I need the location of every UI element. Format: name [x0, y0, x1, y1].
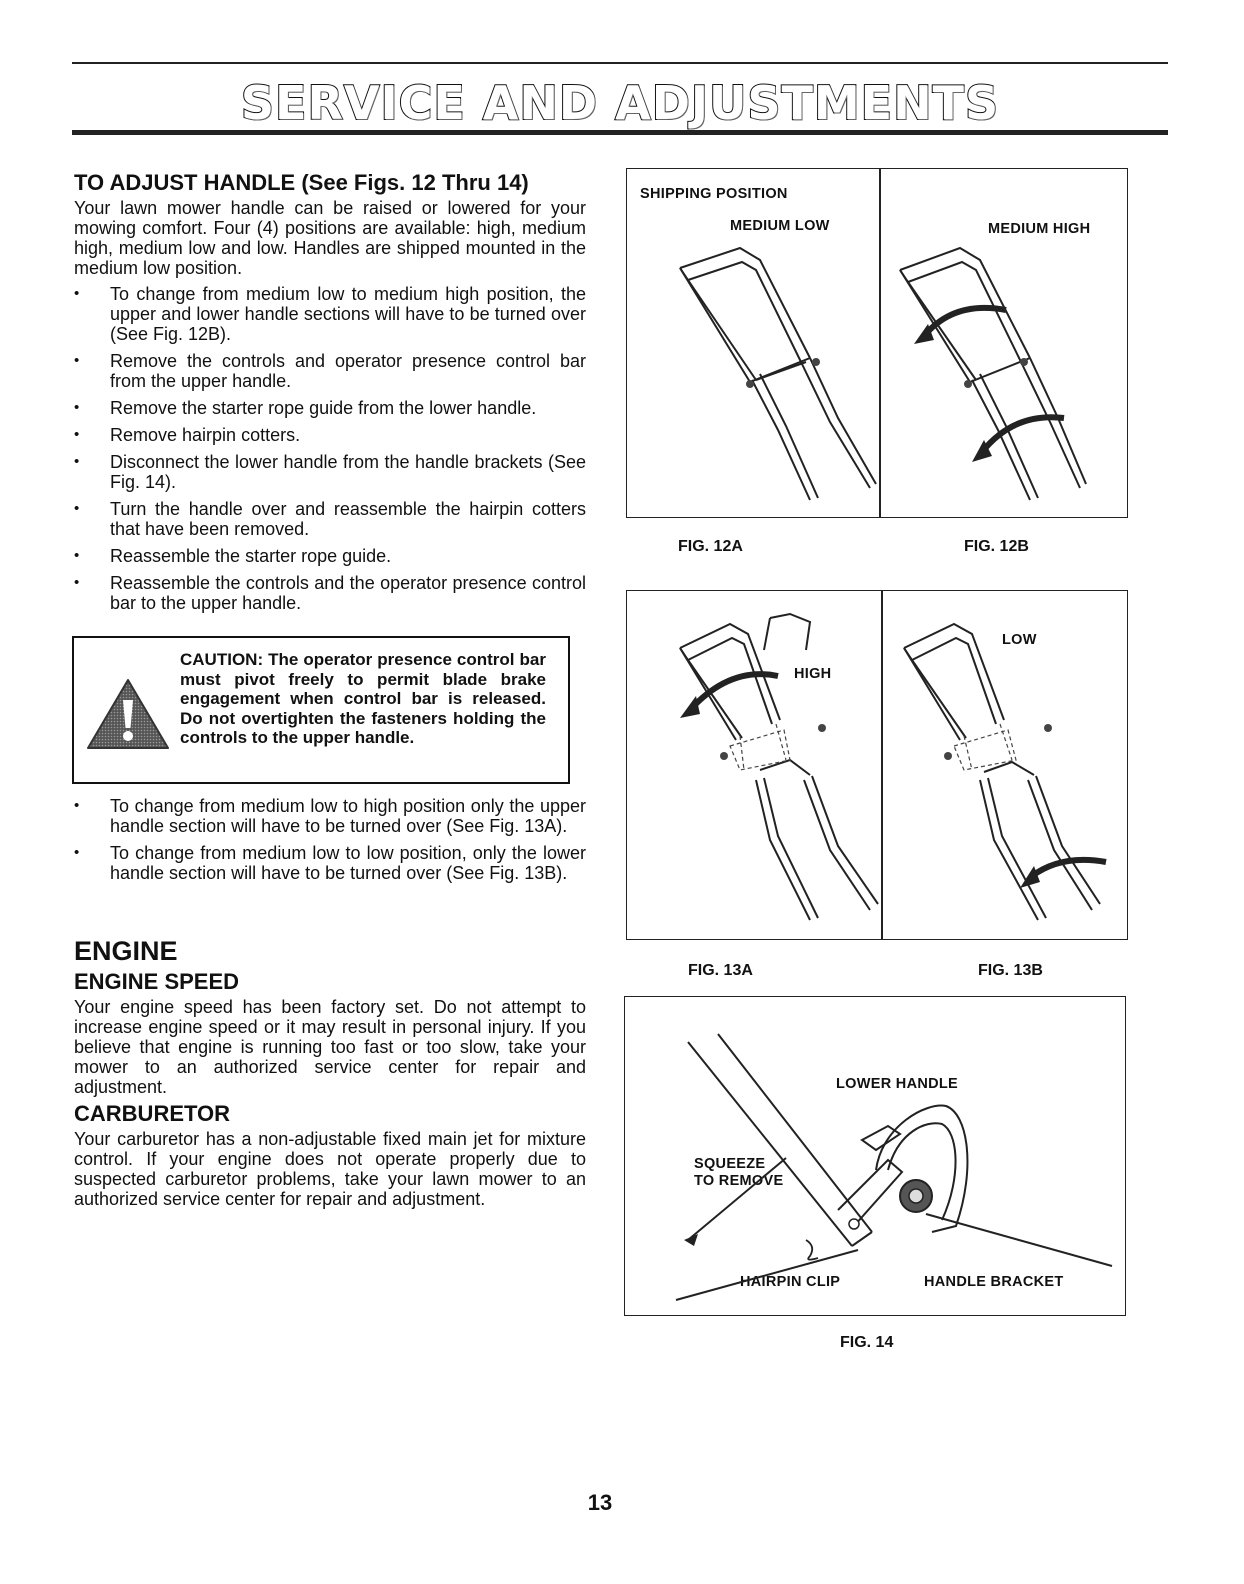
- caution-box: [72, 636, 570, 784]
- adjust-more-list: [74, 796, 586, 883]
- lower-handle-label: LOWER HANDLE: [836, 1076, 959, 1092]
- engine-heading: ENGINE: [74, 936, 178, 966]
- adjust-handle-section: [74, 170, 586, 620]
- top-rule-thin: [72, 62, 1168, 64]
- fig-12b-handle-drawing: [884, 240, 1094, 510]
- carburetor-heading: CARBURETOR: [74, 1101, 231, 1126]
- list-item: • Remove the controls and operator presence control bar from the upper handle.: [74, 351, 586, 391]
- adjust-handle-heading: TO ADJUST HANDLE (See Figs. 12 Thru 14): [74, 170, 529, 195]
- handle-bracket-label: HANDLE BRACKET: [924, 1274, 1064, 1290]
- engine-speed-heading: ENGINE SPEED: [74, 969, 240, 994]
- list-item: • Remove hairpin cotters.: [74, 425, 586, 445]
- fig-14-caption: FIG. 14: [840, 1334, 894, 1351]
- list-item: • Turn the handle over and reassemble the hairpin cotters that have been removed.: [74, 499, 586, 539]
- fig-13a-handle-drawing: [660, 610, 878, 930]
- squeeze-label-line2: TO REMOVE: [694, 1173, 784, 1189]
- list-item: • Disconnect the lower handle from the handle brackets (See Fig. 14).: [74, 452, 586, 492]
- adjust-handle-more: [74, 796, 586, 890]
- high-label: HIGH: [794, 666, 832, 682]
- fig-13b-handle-drawing: [892, 610, 1110, 930]
- list-item: • To change from medium low to low position, only the lower handle section will have to be turned over (See Fig. 13B).: [74, 843, 586, 883]
- medium-high-label: MEDIUM HIGH: [988, 221, 1091, 237]
- shipping-position-label: SHIPPING POSITION: [640, 186, 788, 202]
- caution-text: CAUTION: The operator presence control bar must pivot freely to permit blade brake engagement when control bar is released. Do not overtighten the fasteners holding the controls to the upper handle.: [180, 650, 546, 747]
- adjust-steps-list: [74, 284, 586, 613]
- fig-13a-caption: FIG. 13A: [688, 962, 753, 979]
- carburetor-text: Your carburetor has a non-adjustable fixed main jet for mixture control. If your engine does not operate properly due to suspected carburetor problems, take your lawn mower to an authorized service center for repair and adjustment.: [74, 1129, 586, 1209]
- engine-speed-text: Your engine speed has been factory set. Do not attempt to increase engine speed or it may result in personal injury. If you believe that engine is running too fast or too slow, take your mower to an authorized service center for repair and adjustment.: [74, 997, 586, 1097]
- list-item: • To change from medium low to high position only the upper handle section will have to be turned over (See Fig. 13A).: [74, 796, 586, 836]
- squeeze-label-line1: SQUEEZE: [694, 1156, 766, 1172]
- engine-section: [74, 936, 586, 1209]
- list-item: • Remove the starter rope guide from the lower handle.: [74, 398, 586, 418]
- low-label: LOW: [1002, 632, 1037, 648]
- medium-low-label: MEDIUM LOW: [730, 218, 830, 234]
- fig-14-bracket-drawing: [626, 1000, 1126, 1316]
- hairpin-clip-label: HAIRPIN CLIP: [740, 1274, 841, 1290]
- fig-12-divider: [879, 168, 881, 518]
- top-rule-thick: [72, 130, 1168, 135]
- fig-12a-caption: FIG. 12A: [678, 538, 743, 555]
- list-item: • Reassemble the controls and the operator presence control bar to the upper handle.: [74, 573, 586, 613]
- warning-triangle-icon: [86, 678, 170, 750]
- page-title: SERVICE AND ADJUSTMENTS: [240, 76, 1000, 130]
- fig-12b-caption: FIG. 12B: [964, 538, 1029, 555]
- list-item: • Reassemble the starter rope guide.: [74, 546, 586, 566]
- page-number: 13: [587, 1490, 613, 1515]
- adjust-handle-intro: Your lawn mower handle can be raised or lowered for your mowing comfort. Four (4) positions are available: high, medium high, medium low and low. Handles are shipped mounted in the medium low position.: [74, 198, 586, 278]
- fig-13-divider: [881, 590, 883, 940]
- list-item: • To change from medium low to medium high position, the upper and lower handle sections will have to be turned over (See Fig. 12B).: [74, 284, 586, 344]
- fig-12a-handle-drawing: [660, 240, 870, 510]
- fig-13b-caption: FIG. 13B: [978, 962, 1043, 979]
